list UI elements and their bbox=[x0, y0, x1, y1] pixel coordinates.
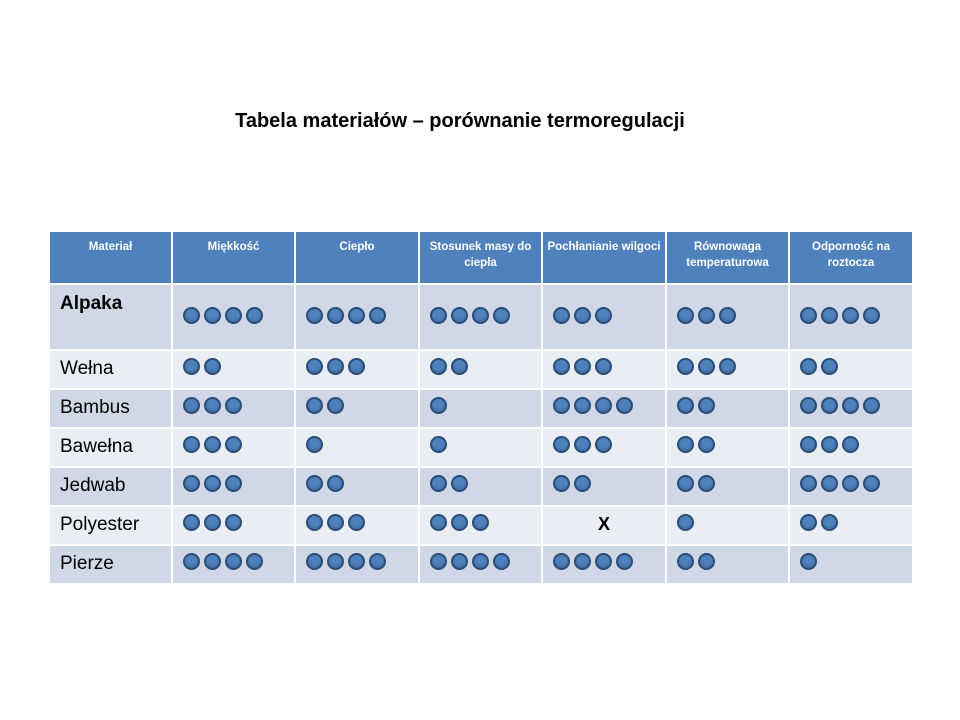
rating-cell bbox=[419, 389, 542, 428]
rating-dot-icon bbox=[430, 553, 447, 570]
rating-dot-icon bbox=[348, 514, 365, 531]
rating-dot-icon bbox=[698, 397, 715, 414]
rating-cell bbox=[419, 545, 542, 584]
rating-cell bbox=[295, 428, 419, 467]
rating-cell bbox=[295, 350, 419, 389]
rating-cell bbox=[666, 428, 789, 467]
rating-cell bbox=[542, 389, 666, 428]
rating-cell bbox=[666, 545, 789, 584]
rating-cell bbox=[172, 467, 295, 506]
rating-dot-icon bbox=[430, 397, 447, 414]
rating-dot-icon bbox=[863, 307, 880, 324]
rating-dot-icon bbox=[430, 358, 447, 375]
rating-cell bbox=[666, 284, 789, 350]
rating-dot-icon bbox=[800, 307, 817, 324]
table-row bbox=[49, 506, 913, 545]
rating-dot-icon bbox=[821, 358, 838, 375]
rating-dot-icon bbox=[327, 475, 344, 492]
rating-dot-icon bbox=[821, 397, 838, 414]
rating-dot-icon bbox=[306, 553, 323, 570]
material-name: Polyester bbox=[49, 506, 172, 545]
rating-dot-icon bbox=[183, 514, 200, 531]
rating-cell bbox=[542, 506, 666, 545]
material-name: Wełna bbox=[49, 350, 172, 389]
table-row bbox=[49, 350, 913, 389]
rating-dot-icon bbox=[327, 358, 344, 375]
rating-dot-icon bbox=[472, 307, 489, 324]
rating-dot-icon bbox=[327, 397, 344, 414]
rating-dot-icon bbox=[800, 358, 817, 375]
rating-dot-icon bbox=[574, 358, 591, 375]
rating-dot-icon bbox=[677, 358, 694, 375]
rating-dot-icon bbox=[183, 475, 200, 492]
rating-dot-icon bbox=[821, 436, 838, 453]
rating-dot-icon bbox=[698, 553, 715, 570]
rating-dot-icon bbox=[183, 358, 200, 375]
rating-cell bbox=[419, 284, 542, 350]
rating-dot-icon bbox=[842, 307, 859, 324]
rating-dot-icon bbox=[225, 436, 242, 453]
rating-dot-icon bbox=[616, 397, 633, 414]
rating-cell bbox=[172, 506, 295, 545]
rating-cell bbox=[172, 284, 295, 350]
rating-dot-icon bbox=[472, 553, 489, 570]
rating-dot-icon bbox=[183, 553, 200, 570]
rating-dot-icon bbox=[842, 436, 859, 453]
rating-dot-icon bbox=[369, 553, 386, 570]
rating-cell bbox=[789, 467, 913, 506]
rating-dot-icon bbox=[821, 475, 838, 492]
header-dust-mite-resistance: Odporność na roztocza bbox=[789, 231, 913, 284]
page-title: Tabela materiałów – porównanie termoregulacji bbox=[235, 110, 685, 132]
rating-dot-icon bbox=[677, 514, 694, 531]
rating-dot-icon bbox=[553, 397, 570, 414]
rating-dot-icon bbox=[204, 475, 221, 492]
rating-dot-icon bbox=[574, 307, 591, 324]
rating-dot-icon bbox=[493, 307, 510, 324]
rating-dot-icon bbox=[225, 307, 242, 324]
rating-dot-icon bbox=[698, 475, 715, 492]
rating-dot-icon bbox=[800, 553, 817, 570]
rating-cell bbox=[789, 506, 913, 545]
rating-dot-icon bbox=[246, 307, 263, 324]
rating-dot-icon bbox=[327, 514, 344, 531]
rating-dot-icon bbox=[698, 307, 715, 324]
rating-dot-icon bbox=[842, 475, 859, 492]
rating-dot-icon bbox=[451, 475, 468, 492]
header-moisture-absorption: Pochłanianie wilgoci bbox=[542, 231, 666, 284]
header-warmth: Ciepło bbox=[295, 231, 419, 284]
rating-cell bbox=[666, 350, 789, 389]
header-softness: Miękkość bbox=[172, 231, 295, 284]
rating-dot-icon bbox=[698, 436, 715, 453]
rating-dot-icon bbox=[451, 307, 468, 324]
rating-dot-icon bbox=[306, 358, 323, 375]
rating-dot-icon bbox=[430, 436, 447, 453]
material-name: Jedwab bbox=[49, 467, 172, 506]
rating-dot-icon bbox=[204, 397, 221, 414]
rating-dot-icon bbox=[472, 514, 489, 531]
rating-dot-icon bbox=[595, 553, 612, 570]
rating-cell bbox=[789, 350, 913, 389]
header-material: Materiał bbox=[49, 231, 172, 284]
rating-cell bbox=[542, 284, 666, 350]
rating-dot-icon bbox=[183, 307, 200, 324]
header-weight-warmth-ratio: Stosunek masy do ciepła bbox=[419, 231, 542, 284]
rating-cell bbox=[666, 506, 789, 545]
rating-cell bbox=[419, 467, 542, 506]
rating-dot-icon bbox=[863, 475, 880, 492]
rating-dot-icon bbox=[246, 553, 263, 570]
material-name: Alpaka bbox=[49, 284, 172, 350]
rating-dot-icon bbox=[327, 553, 344, 570]
material-name: Bawełna bbox=[49, 428, 172, 467]
rating-dot-icon bbox=[183, 397, 200, 414]
rating-dot-icon bbox=[451, 514, 468, 531]
rating-cell bbox=[295, 545, 419, 584]
table-row bbox=[49, 284, 913, 350]
rating-cell bbox=[295, 467, 419, 506]
rating-dot-icon bbox=[595, 307, 612, 324]
rating-dot-icon bbox=[553, 358, 570, 375]
rating-cell bbox=[666, 389, 789, 428]
rating-dot-icon bbox=[225, 514, 242, 531]
rating-cell bbox=[172, 428, 295, 467]
table-row bbox=[49, 467, 913, 506]
rating-cell bbox=[789, 428, 913, 467]
rating-dot-icon bbox=[204, 436, 221, 453]
rating-dot-icon bbox=[306, 307, 323, 324]
rating-dot-icon bbox=[430, 514, 447, 531]
rating-dot-icon bbox=[451, 358, 468, 375]
rating-dot-icon bbox=[204, 307, 221, 324]
rating-cell bbox=[295, 284, 419, 350]
rating-cell bbox=[419, 428, 542, 467]
rating-dot-icon bbox=[863, 397, 880, 414]
rating-dot-icon bbox=[677, 436, 694, 453]
rating-cell bbox=[542, 467, 666, 506]
rating-dot-icon bbox=[574, 475, 591, 492]
rating-dot-icon bbox=[800, 475, 817, 492]
rating-dot-icon bbox=[430, 307, 447, 324]
rating-dot-icon bbox=[553, 436, 570, 453]
rating-dot-icon bbox=[204, 514, 221, 531]
rating-dot-icon bbox=[821, 514, 838, 531]
rating-dot-icon bbox=[719, 307, 736, 324]
rating-dot-icon bbox=[348, 358, 365, 375]
rating-dot-icon bbox=[204, 358, 221, 375]
rating-cell bbox=[172, 545, 295, 584]
rating-cell bbox=[542, 350, 666, 389]
rating-dot-icon bbox=[553, 307, 570, 324]
rating-cell bbox=[419, 506, 542, 545]
rating-dot-icon bbox=[183, 436, 200, 453]
material-name: Bambus bbox=[49, 389, 172, 428]
rating-dot-icon bbox=[430, 475, 447, 492]
rating-dot-icon bbox=[204, 553, 221, 570]
rating-dot-icon bbox=[595, 358, 612, 375]
rating-cell bbox=[419, 350, 542, 389]
rating-dot-icon bbox=[225, 397, 242, 414]
rating-dot-icon bbox=[306, 514, 323, 531]
rating-cell bbox=[789, 284, 913, 350]
rating-dot-icon bbox=[306, 475, 323, 492]
rating-dot-icon bbox=[327, 307, 344, 324]
rating-cell bbox=[295, 389, 419, 428]
rating-dot-icon bbox=[574, 436, 591, 453]
rating-dot-icon bbox=[451, 553, 468, 570]
material-name: Pierze bbox=[49, 545, 172, 584]
rating-cell bbox=[172, 389, 295, 428]
rating-cell bbox=[542, 545, 666, 584]
rating-dot-icon bbox=[493, 553, 510, 570]
rating-cell bbox=[542, 428, 666, 467]
rating-dot-icon bbox=[677, 307, 694, 324]
rating-dot-icon bbox=[595, 436, 612, 453]
rating-cell bbox=[172, 350, 295, 389]
rating-dot-icon bbox=[225, 475, 242, 492]
rating-dot-icon bbox=[574, 397, 591, 414]
rating-dot-icon bbox=[677, 475, 694, 492]
rating-dot-icon bbox=[800, 397, 817, 414]
rating-dot-icon bbox=[553, 553, 570, 570]
rating-dot-icon bbox=[348, 307, 365, 324]
rating-dot-icon bbox=[225, 553, 242, 570]
rating-dot-icon bbox=[574, 553, 591, 570]
rating-cell bbox=[295, 506, 419, 545]
rating-dot-icon bbox=[698, 358, 715, 375]
rating-dot-icon bbox=[369, 307, 386, 324]
rating-cell bbox=[789, 389, 913, 428]
materials-table bbox=[48, 230, 914, 585]
table-row bbox=[49, 428, 913, 467]
rating-dot-icon bbox=[616, 553, 633, 570]
rating-cell bbox=[789, 545, 913, 584]
rating-dot-icon bbox=[821, 307, 838, 324]
rating-dot-icon bbox=[800, 514, 817, 531]
rating-dot-icon bbox=[553, 475, 570, 492]
rating-dot-icon bbox=[348, 553, 365, 570]
rating-dot-icon bbox=[595, 397, 612, 414]
table-row bbox=[49, 545, 913, 584]
rating-dot-icon bbox=[842, 397, 859, 414]
header-temperature-balance: Równowaga temperaturowa bbox=[666, 231, 789, 284]
header-row bbox=[49, 231, 913, 284]
table-row bbox=[49, 389, 913, 428]
rating-dot-icon bbox=[677, 553, 694, 570]
rating-cell bbox=[666, 467, 789, 506]
rating-dot-icon bbox=[677, 397, 694, 414]
rating-dot-icon bbox=[306, 436, 323, 453]
rating-dot-icon bbox=[719, 358, 736, 375]
no-rating-mark: X bbox=[597, 514, 610, 534]
rating-dot-icon bbox=[306, 397, 323, 414]
rating-dot-icon bbox=[800, 436, 817, 453]
